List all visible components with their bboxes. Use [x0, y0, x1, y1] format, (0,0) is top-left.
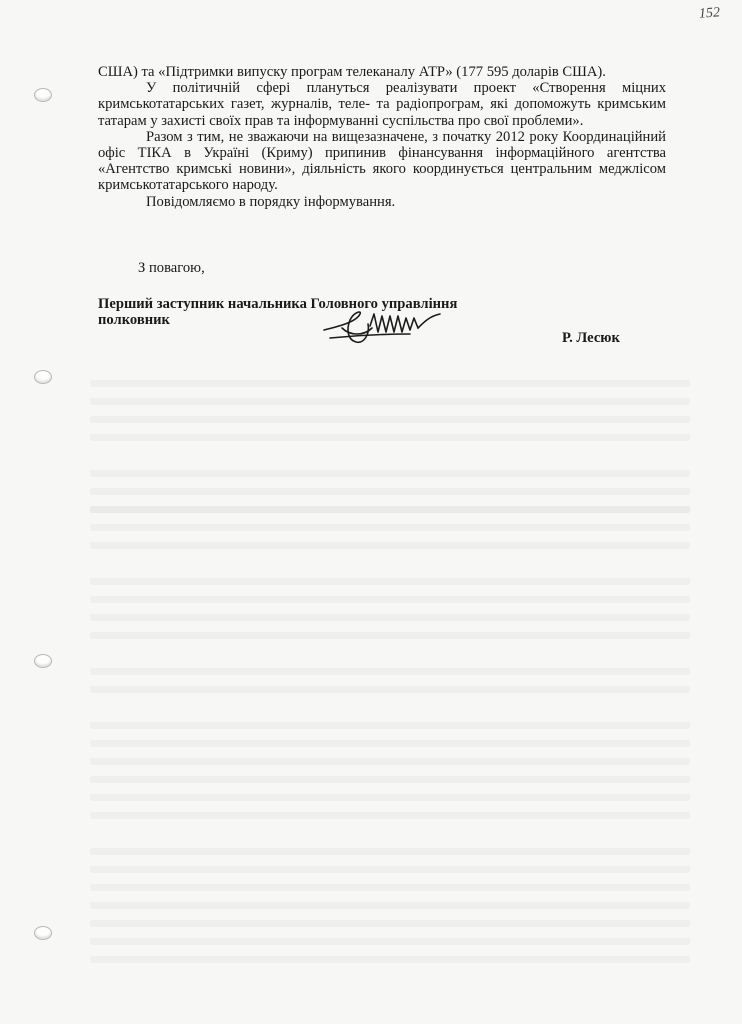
signer-position: Перший заступник начальника Головного управління	[98, 296, 458, 313]
punch-hole	[34, 88, 52, 102]
closing-salutation: З повагою,	[138, 259, 205, 276]
signer-rank: полковник	[98, 312, 170, 329]
punch-hole	[34, 654, 52, 668]
paragraph-political: У політичній сфері плануться реалізувати проект «Створення міцних кримськотатарських газет, журналів, теле- та радіопрограм, які допоможуть кримським татарам у захисті своїх прав та інформуванні суспільства про свої проблеми».	[98, 80, 666, 129]
page-number: 152	[698, 5, 721, 22]
punch-hole	[34, 926, 52, 940]
paragraph-continuation: США) та «Підтримки випуску програм телеканалу АТР» (177 595 доларів США).	[98, 64, 606, 80]
paragraph-tika-funding: Разом з тим, не зважаючи на вищезазначене, з початку 2012 року Координаційний офіс ТІКА в Україні (Криму) припинив фінансування інформаційного агентства «Агентство кримські новини», діяльність якого координується центральним меджлісом кримськотатарського народу.	[98, 128, 666, 194]
letter-body	[98, 64, 666, 347]
signer-name: Р. Лесюк	[562, 330, 620, 347]
punch-hole	[34, 370, 52, 384]
signature-block	[98, 296, 666, 347]
handwritten-signature	[320, 306, 450, 348]
paragraph-notice: Повідомляємо в порядку інформування.	[146, 193, 396, 210]
